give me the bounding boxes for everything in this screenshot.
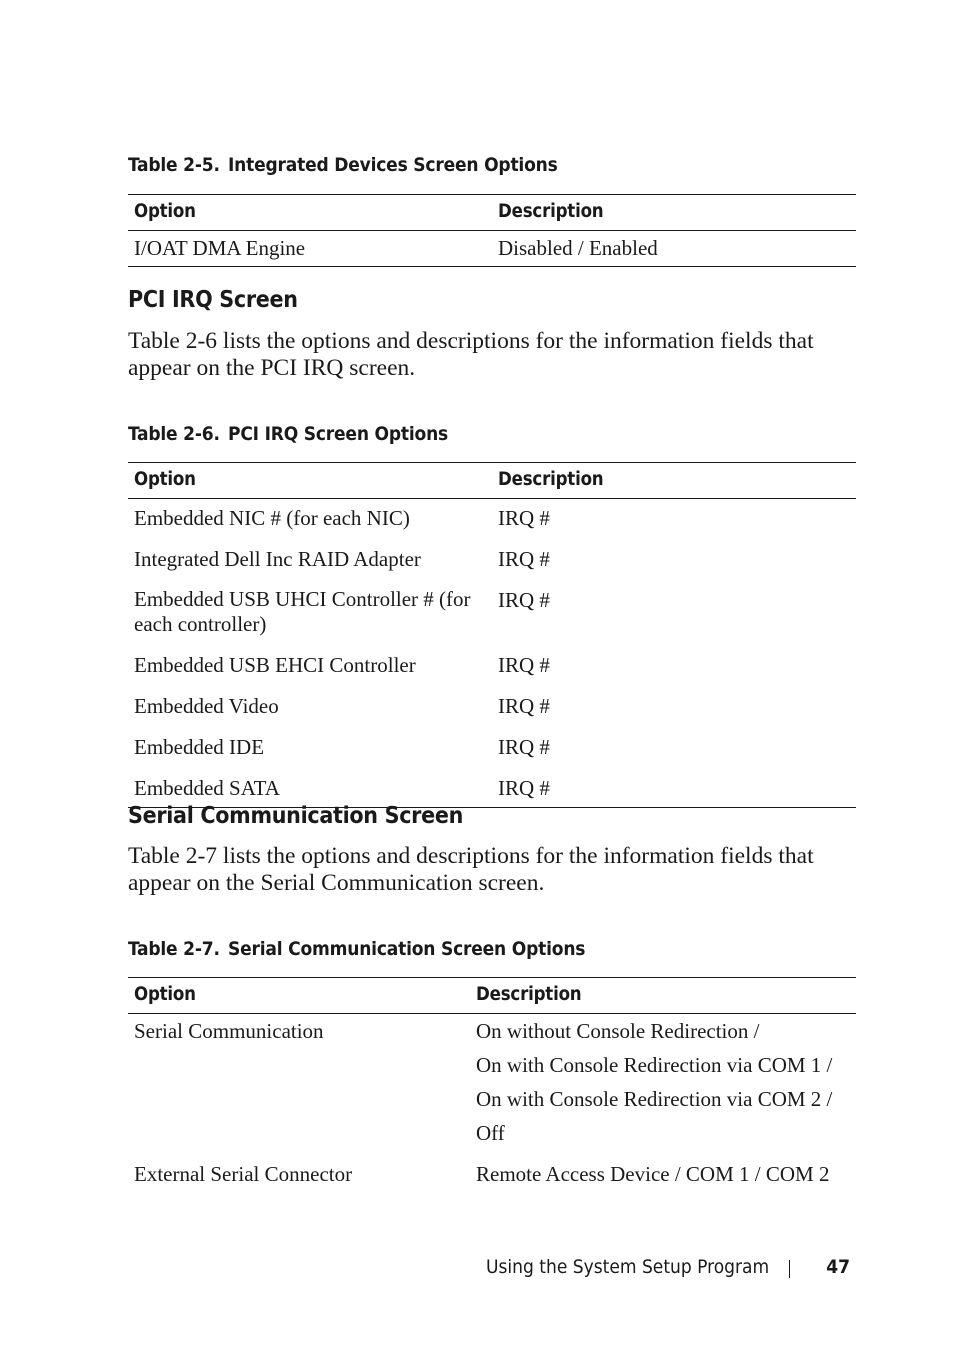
option-text: External Serial Connector [134,1162,353,1186]
table-cell: Embedded Video [134,694,279,718]
table-cell: Integrated Dell Inc RAID Adapter [134,547,421,571]
footer-title: Using the System Setup Program [486,1256,770,1278]
section-heading: PCI IRQ Screen [128,287,298,313]
table-row [128,1014,856,1156]
column-header: Description [492,195,856,231]
table-row [128,724,856,765]
table-caption [128,938,585,960]
table-cell: Embedded USB UHCI Controller # (for each controller) [134,587,471,636]
table-number: Table 2-5. [128,154,220,176]
table-row [128,683,856,724]
table-cell: Disabled / Enabled [498,236,658,260]
table-cell [470,1155,856,1196]
table-cell [128,1155,470,1196]
section-paragraph: Table 2-7 lists the options and descriptions for the information fields that appear on the Serial Communication screen. [128,843,814,896]
table-cell: Embedded USB EHCI Controller [134,653,416,677]
integrated-devices-table [128,194,856,267]
table-row [128,499,856,537]
table-cell: IRQ # [498,776,550,800]
table-header-row [128,978,856,1014]
table-cell: Embedded NIC # (for each NIC) [134,506,410,530]
table-header-row [128,463,856,499]
table-cell: Embedded IDE [134,735,265,759]
column-header: Option [128,195,492,231]
table-cell: I/OAT DMA Engine [134,236,306,260]
pci-irq-table [128,462,856,808]
description-line: Off [476,1121,505,1145]
table-caption [128,154,558,176]
table-cell: IRQ # [498,694,550,718]
table-cell: IRQ # [498,653,550,677]
table-cell: Embedded SATA [134,776,280,800]
table-title: Integrated Devices Screen Options [228,154,558,176]
option-text: Serial Communication [134,1019,324,1043]
description-line: On with Console Redirection via COM 1 / [476,1053,833,1077]
table-row [128,231,856,267]
page-footer [486,1256,856,1282]
table-cell [470,1014,856,1156]
page-number: 47 [826,1256,850,1278]
table-number: Table 2-7. [128,938,220,960]
serial-communication-table [128,977,856,1196]
table-cell: IRQ # [498,547,550,571]
description-line: On with Console Redirection via COM 2 / [476,1087,833,1111]
column-header: Option [128,463,492,499]
column-header: Description [492,463,856,499]
section-paragraph: Table 2-6 lists the options and descriptions for the information fields that appear on the PCI IRQ screen. [128,328,814,381]
column-header: Description [470,978,856,1014]
table-cell [128,1014,470,1156]
table-cell: IRQ # [498,588,550,612]
footer-divider [789,1260,790,1278]
table-row [128,765,856,808]
table-row [128,642,856,683]
table-cell: IRQ # [498,506,550,530]
description-line: On without Console Redirection / [476,1019,760,1043]
table-row [128,577,856,642]
description-line: Remote Access Device / COM 1 / COM 2 [476,1162,830,1186]
table-header-row [128,195,856,231]
column-header: Option [128,978,470,1014]
table-cell: IRQ # [498,735,550,759]
table-title: PCI IRQ Screen Options [228,423,449,445]
table-number: Table 2-6. [128,423,220,445]
table-title: Serial Communication Screen Options [228,938,586,960]
table-caption [128,423,448,445]
section-heading: Serial Communication Screen [128,803,464,829]
table-row [128,1155,856,1196]
table-row [128,536,856,577]
